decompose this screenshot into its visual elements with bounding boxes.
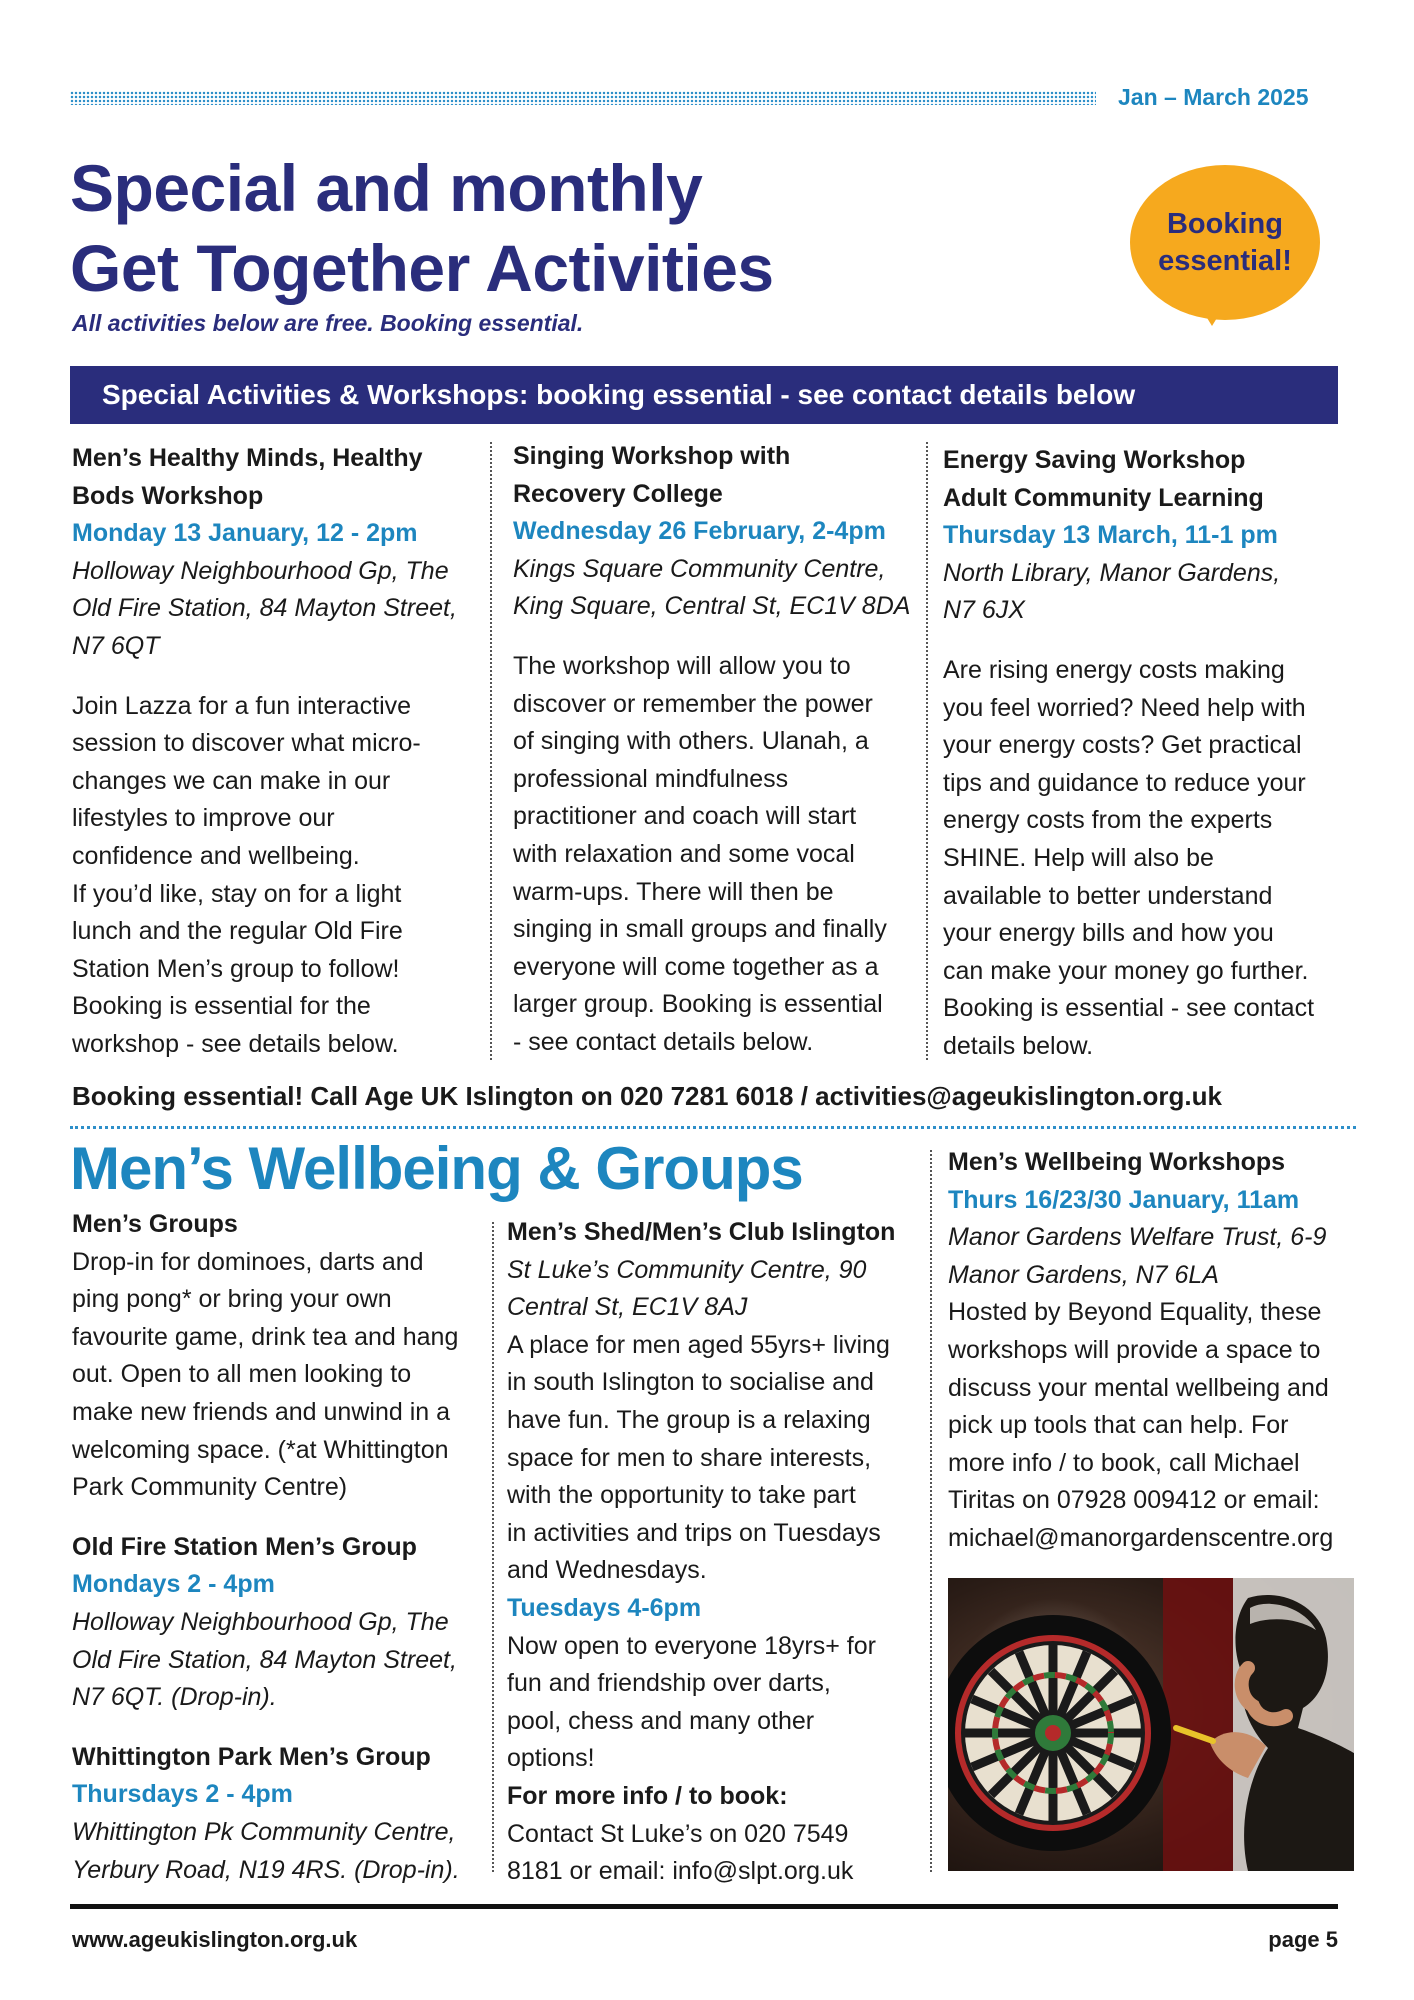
group-time: Mondays 2 - 4pm (72, 1570, 275, 1599)
event-description: your energy costs? Get practical (943, 731, 1302, 760)
group-location: Yerbury Road, N19 4RS. (Drop-in). (72, 1855, 460, 1884)
event-description: with relaxation and some vocal (513, 839, 855, 868)
page-number: page 5 (1268, 1927, 1338, 1952)
event-description: energy costs from the experts (943, 806, 1273, 835)
mens-wellbeing-title: Men’s Wellbeing & Groups (70, 1135, 803, 1202)
group-description: Now open to everyone 18yrs+ for (507, 1631, 876, 1660)
event-description: workshop - see details below. (72, 1029, 399, 1058)
darts-photo-illustration (948, 1578, 1354, 1871)
group-title: Men’s Shed/Men’s Club Islington (507, 1218, 896, 1246)
event-location: Kings Square Community Centre, (513, 554, 886, 583)
footer-website: www.ageukislington.org.uk (72, 1927, 358, 1952)
group-description: pick up tools that can help. For (948, 1411, 1289, 1440)
page-title (70, 148, 870, 308)
darts-player-photo (948, 1578, 1354, 1871)
event-description: session to discover what micro- (72, 729, 421, 758)
group-description: space for men to share interests, (507, 1443, 872, 1472)
event-description: singing in small groups and finally (513, 915, 887, 944)
group-description: more info / to book, call Michael (948, 1448, 1300, 1477)
group-location: Old Fire Station, 84 Mayton Street, (72, 1645, 457, 1674)
group-location: Manor Gardens, N7 6LA (948, 1260, 1219, 1289)
date-range: Jan – March 2025 (1118, 84, 1309, 110)
footer-rule (70, 1904, 1338, 1909)
event-title: Adult Community Learning (943, 483, 1264, 512)
booking-essential-badge (1130, 165, 1320, 320)
top-dotted-rule (70, 91, 1096, 105)
event-description: of singing with others. Ulanah, a (513, 727, 869, 756)
event-location: Holloway Neighbourhood Gp, The (72, 556, 449, 585)
event-description: professional mindfulness (513, 764, 789, 793)
contact-details: Contact St Luke’s on 020 7549 (507, 1819, 849, 1848)
column-divider (926, 442, 928, 1060)
group-description: ping pong* or bring your own (72, 1285, 392, 1314)
group-title: Men’s Groups (72, 1210, 238, 1238)
event-description: larger group. Booking is essential (513, 990, 883, 1019)
badge-line-1: Booking (1166, 207, 1283, 240)
info-heading: For more info / to book: (507, 1781, 788, 1810)
group-title: Old Fire Station Men’s Group (72, 1532, 417, 1561)
event-description: warm-ups. There will then be (513, 877, 834, 906)
title-line-1: Special and monthly (70, 151, 703, 225)
event-title: Men’s Healthy Minds, Healthy (72, 444, 423, 472)
event-location: Old Fire Station, 84 Mayton Street, (72, 594, 457, 623)
column-divider (490, 442, 492, 1060)
badge-line-2: essential! (1158, 244, 1292, 277)
event-description: available to better understand (943, 881, 1273, 910)
mens-workshops-column (948, 1144, 1358, 1558)
event-description: tips and guidance to reduce your (943, 768, 1306, 797)
event-description: details below. (943, 1031, 1094, 1060)
event-title: Bods Workshop (72, 481, 264, 510)
column-divider (930, 1150, 932, 1872)
column-divider (492, 1222, 494, 1872)
event-location: King Square, Central St, EC1V 8DA (513, 592, 911, 621)
title-line-2: Get Together Activities (70, 231, 774, 305)
event-description: Station Men’s group to follow! (72, 954, 400, 983)
group-description: options! (507, 1744, 595, 1773)
event-description: discover or remember the power (513, 689, 873, 718)
group-location: N7 6QT. (Drop-in). (72, 1683, 277, 1712)
group-description: michael@manorgardenscentre.org (948, 1523, 1334, 1552)
event-location: North Library, Manor Gardens, (943, 558, 1281, 587)
event-description: Are rising energy costs making (943, 655, 1285, 684)
group-description: and Wednesdays. (507, 1556, 707, 1585)
event-singing-workshop (513, 438, 923, 1062)
group-description: Park Community Centre) (72, 1473, 348, 1502)
event-title: Recovery College (513, 479, 723, 508)
group-description: Drop-in for dominoes, darts and (72, 1247, 424, 1276)
group-description: A place for men aged 55yrs+ living (507, 1330, 890, 1359)
event-description: SHINE. Help will also be (943, 843, 1214, 872)
booking-contact-line: Booking essential! Call Age UK Islington on 020 7281 6018 / activities@ageukislington.org.uk (72, 1081, 1222, 1111)
group-description: with the opportunity to take part (507, 1481, 856, 1510)
event-description: everyone will come together as a (513, 952, 879, 981)
event-description: Booking is essential for the (72, 992, 371, 1021)
event-description: Booking is essential - see contact (943, 994, 1315, 1023)
event-title: Singing Workshop with (513, 442, 791, 470)
page-subtitle: All activities below are free. Booking essential. (72, 310, 584, 336)
group-title: Whittington Park Men’s Group (72, 1742, 431, 1771)
group-description: have fun. The group is a relaxing (507, 1405, 871, 1434)
group-location: St Luke’s Community Centre, 90 (507, 1255, 867, 1284)
event-healthy-minds (72, 440, 472, 1064)
group-time: Thurs 16/23/30 January, 11am (948, 1185, 1300, 1214)
event-title: Energy Saving Workshop (943, 446, 1246, 474)
group-location: Central St, EC1V 8AJ (507, 1293, 748, 1322)
event-description: lunch and the regular Old Fire (72, 917, 403, 946)
group-description: discuss your mental wellbeing and (948, 1373, 1329, 1402)
group-location: Holloway Neighbourhood Gp, The (72, 1607, 449, 1636)
event-location: N7 6JX (943, 596, 1025, 625)
event-description: can make your money go further. (943, 956, 1309, 985)
group-title: Men’s Wellbeing Workshops (948, 1148, 1286, 1176)
group-description: welcoming space. (*at Whittington (72, 1435, 449, 1464)
speech-bubble-tail (1196, 300, 1228, 326)
event-date: Wednesday 26 February, 2-4pm (513, 517, 886, 546)
group-description: fun and friendship over darts, (507, 1669, 831, 1698)
event-description: - see contact details below. (513, 1027, 814, 1056)
group-description: Tiritas on 07928 009412 or email: (948, 1486, 1320, 1515)
event-energy-saving (943, 442, 1343, 1066)
event-description: lifestyles to improve our (72, 804, 335, 833)
group-description: in south Islington to socialise and (507, 1368, 874, 1397)
group-time: Tuesdays 4-6pm (507, 1593, 702, 1622)
group-description: workshops will provide a space to (948, 1335, 1321, 1364)
event-date: Thursday 13 March, 11-1 pm (943, 521, 1278, 550)
section-dotted-rule (70, 1126, 1356, 1129)
group-description: Hosted by Beyond Equality, these (948, 1298, 1322, 1327)
mens-groups-column (72, 1206, 492, 1889)
event-location: N7 6QT (72, 631, 160, 660)
group-location: Manor Gardens Welfare Trust, 6-9 (948, 1223, 1327, 1252)
group-location: Whittington Pk Community Centre, (72, 1817, 456, 1846)
group-description: favourite game, drink tea and hang (72, 1322, 459, 1351)
event-description: your energy bills and how you (943, 919, 1274, 948)
event-description: If you’d like, stay on for a light (72, 879, 402, 908)
group-description: pool, chess and many other (507, 1706, 815, 1735)
mens-shed-column (507, 1214, 927, 1891)
contact-details: 8181 or email: info@slpt.org.uk (507, 1857, 854, 1886)
group-description: in activities and trips on Tuesdays (507, 1518, 881, 1547)
event-description: confidence and wellbeing. (72, 841, 360, 870)
special-activities-banner: Special Activities & Workshops: booking essential - see contact details below (70, 366, 1338, 424)
group-description: make new friends and unwind in a (72, 1397, 451, 1426)
event-description: Join Lazza for a fun interactive (72, 691, 412, 720)
event-description: changes we can make in our (72, 766, 391, 795)
event-description: The workshop will allow you to (513, 651, 851, 680)
event-date: Monday 13 January, 12 - 2pm (72, 519, 418, 548)
event-description: practitioner and coach will start (513, 802, 857, 831)
group-description: out. Open to all men looking to (72, 1360, 412, 1389)
group-time: Thursdays 2 - 4pm (72, 1780, 293, 1809)
event-description: you feel worried? Need help with (943, 693, 1306, 722)
